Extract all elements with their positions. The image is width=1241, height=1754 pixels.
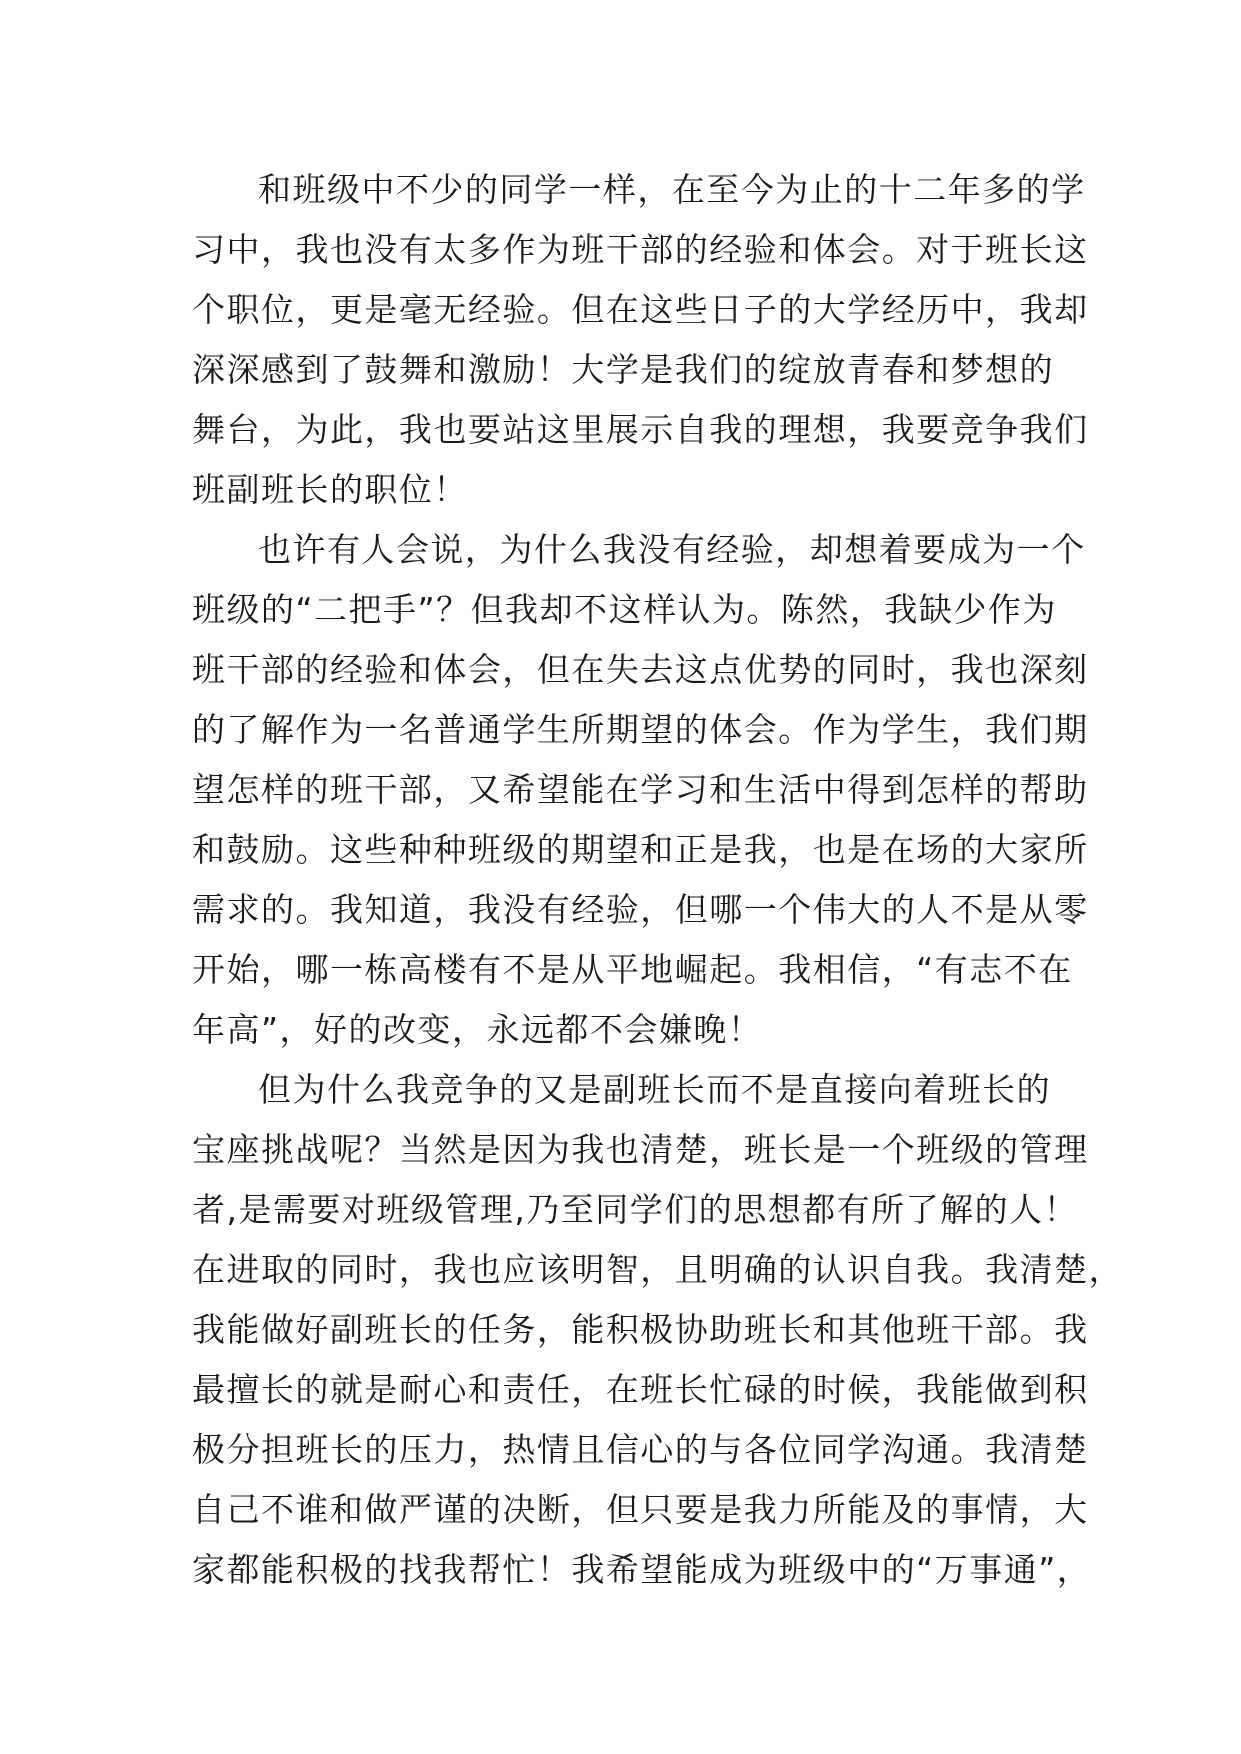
text-line: 和鼓励。这些种种班级的期望和正是我，也是在场的大家所 xyxy=(192,830,1089,869)
text-line: 习中，我也没有太多作为班干部的经验和体会。对于班长这 xyxy=(192,230,1089,269)
text-line: 需求的。我知道，我没有经验，但哪一个伟大的人不是从零 xyxy=(192,890,1089,929)
text-line: 在进取的同时，我也应该明智，且明确的认识自我。我清楚， xyxy=(192,1250,1124,1289)
text-line: 者,是需要对班级管理,乃至同学们的思想都有所了解的人！ xyxy=(192,1190,1079,1229)
text-line: 开始，哪一栋高楼有不是从平地崛起。我相信，“有志不在 xyxy=(192,950,1073,989)
document-body xyxy=(192,160,1124,1600)
text-line: 的了解作为一名普通学生所期望的体会。作为学生，我们期 xyxy=(192,710,1089,749)
text-line: 宝座挑战呢？当然是因为我也清楚，班长是一个班级的管理 xyxy=(192,1130,1089,1169)
text-line: 也许有人会说，为什么我没有经验，却想着要成为一个 xyxy=(258,530,1086,569)
text-line: 班副班长的职位！ xyxy=(192,470,468,509)
text-line: 舞台，为此，我也要站这里展示自我的理想，我要竞争我们 xyxy=(192,410,1089,449)
paragraph-1 xyxy=(192,160,1089,520)
text-line: 和班级中不少的同学一样，在至今为止的十二年多的学 xyxy=(258,170,1086,209)
paragraph-3 xyxy=(192,1060,1124,1600)
text-line: 最擅长的就是耐心和责任，在班长忙碌的时候，我能做到积 xyxy=(192,1370,1089,1409)
text-line: 自己不谁和做严谨的决断，但只要是我力所能及的事情，大 xyxy=(192,1490,1089,1529)
text-line: 个职位，更是毫无经验。但在这些日子的大学经历中，我却 xyxy=(192,290,1089,329)
text-line: 极分担班长的压力，热情且信心的与各位同学沟通。我清楚 xyxy=(192,1430,1089,1469)
text-line: 深深感到了鼓舞和激励！大学是我们的绽放青春和梦想的 xyxy=(192,350,1055,389)
text-line: 班级的“二把手”？但我却不这样认为。陈然，我缺少作为 xyxy=(192,590,1057,629)
text-line: 我能做好副班长的任务，能积极协助班长和其他班干部。我 xyxy=(192,1310,1089,1349)
text-line: 家都能积极的找我帮忙！我希望能成为班级中的“万事通”， xyxy=(192,1550,1092,1589)
text-line: 但为什么我竞争的又是副班长而不是直接向着班长的 xyxy=(258,1070,1052,1109)
text-line: 望怎样的班干部，又希望能在学习和生活中得到怎样的帮助 xyxy=(192,770,1089,809)
text-line: 班干部的经验和体会，但在失去这点优势的同时，我也深刻 xyxy=(192,650,1089,689)
paragraph-2 xyxy=(192,520,1089,1060)
text-line: 年高”，好的改变，永远都不会嫌晚！ xyxy=(192,1010,763,1049)
